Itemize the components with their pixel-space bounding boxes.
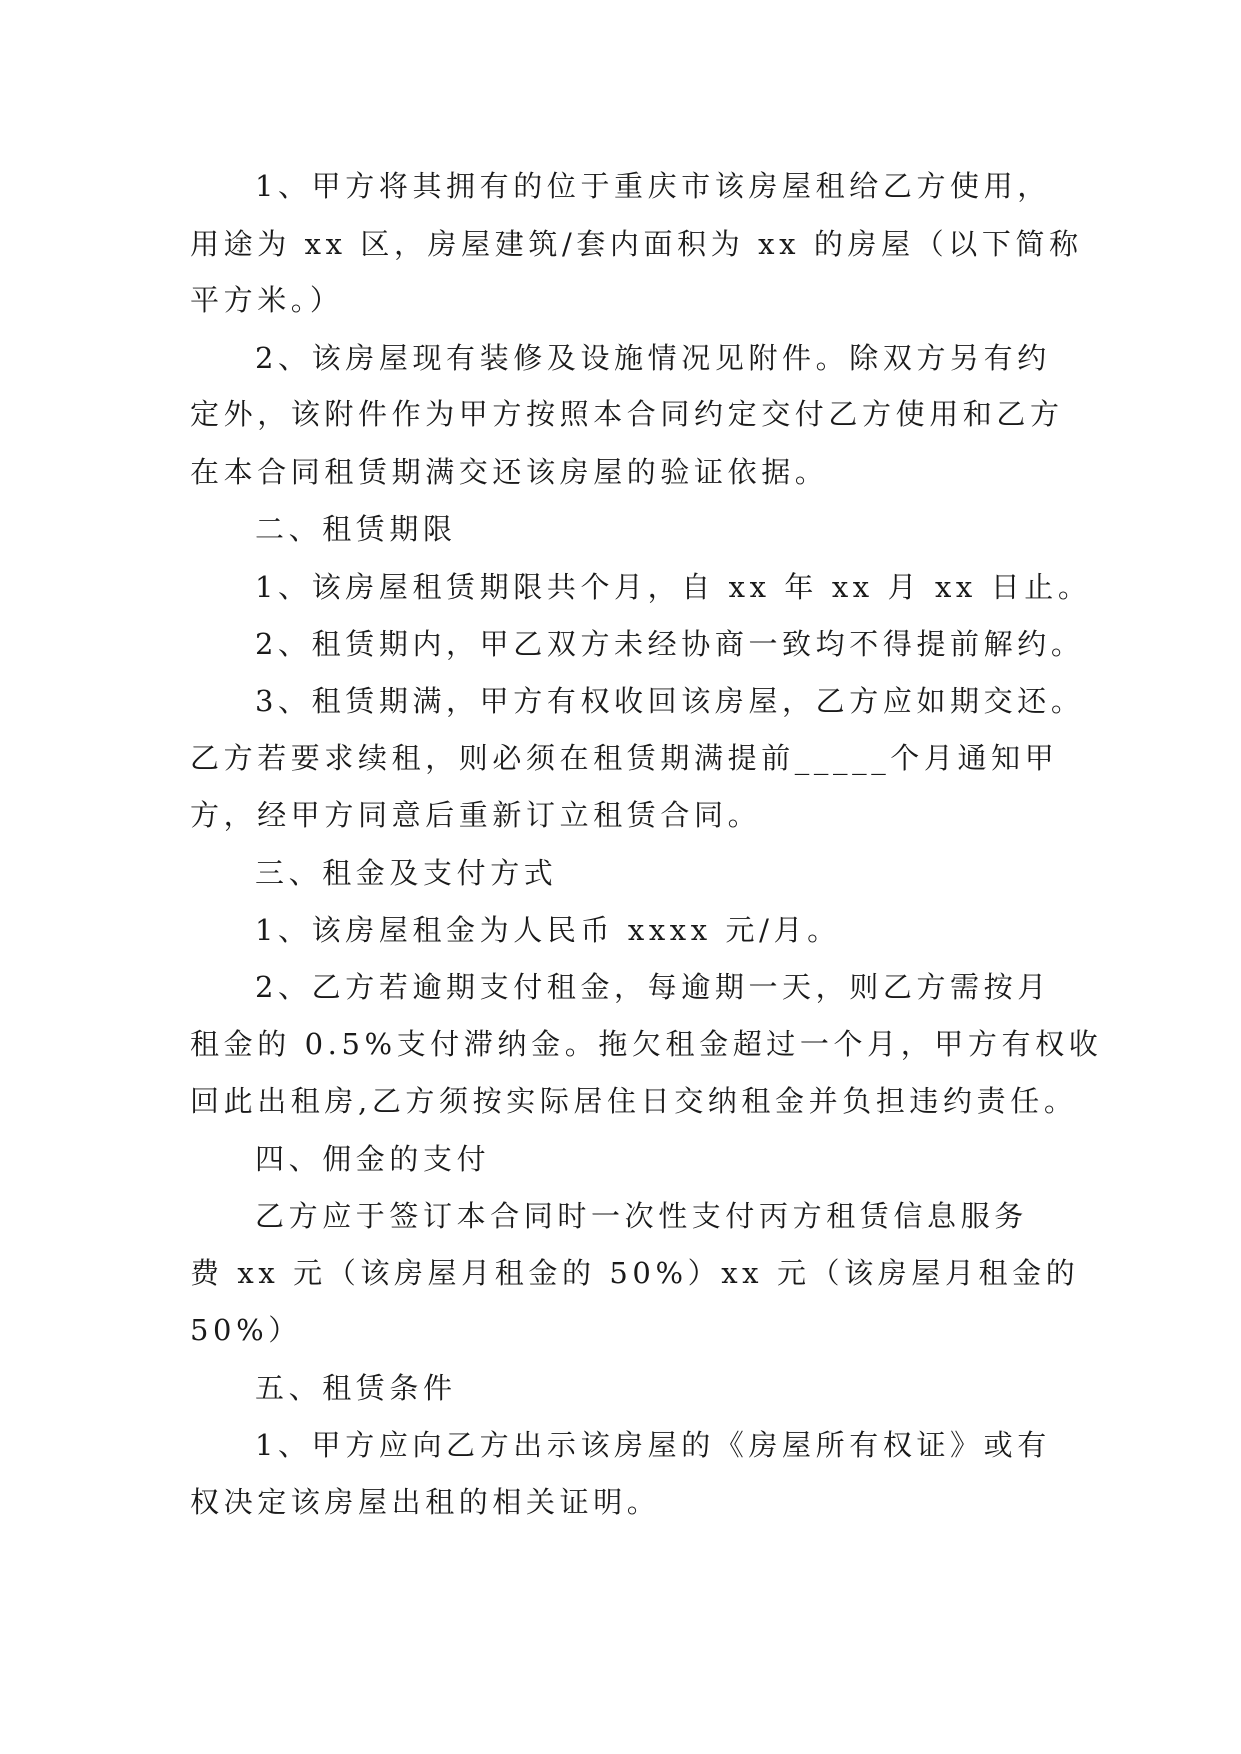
paragraph-line: 平方米。） xyxy=(190,283,344,317)
paragraph-line: 1、该房屋租赁期限共个月，自 xx 年 xx 月 xx 日止。 xyxy=(255,570,1092,604)
paragraph-line: 2、租赁期内，甲乙双方未经协商一致均不得提前解约。 xyxy=(255,627,1085,661)
section-heading: 四、佣金的支付 xyxy=(255,1142,491,1176)
paragraph-line: 1、甲方应向乙方出示该房屋的《房屋所有权证》或有 xyxy=(255,1428,1051,1462)
paragraph-line: 定外，该附件作为甲方按照本合同约定交付乙方使用和乙方 xyxy=(190,397,1064,431)
paragraph-line: 费 xx 元（该房屋月租金的 50%）xx 元（该房屋月租金的 xyxy=(190,1256,1080,1290)
paragraph-line: 1、甲方将其拥有的位于重庆市该房屋租给乙方使用， xyxy=(255,169,1051,203)
paragraph-line: 2、该房屋现有装修及设施情况见附件。除双方另有约 xyxy=(255,341,1051,375)
paragraph-line: 乙方应于签订本合同时一次性支付丙方租赁信息服务 xyxy=(255,1199,1028,1233)
paragraph-line: 1、该房屋租金为人民币 xxxx 元/月。 xyxy=(255,913,841,947)
paragraph-line: 租金的 0.5%支付滞纳金。拖欠租金超过一个月，甲方有权收 xyxy=(190,1027,1103,1061)
paragraph-line: 在本合同租赁期满交还该房屋的验证依据。 xyxy=(190,455,829,489)
section-heading: 二、租赁期限 xyxy=(255,512,457,546)
paragraph-line: 2、乙方若逾期支付租金，每逾期一天，则乙方需按月 xyxy=(255,970,1051,1004)
paragraph-line: 乙方若要求续租，则必须在租赁期满提前_____个月通知甲 xyxy=(190,741,1059,775)
paragraph-line: 3、租赁期满，甲方有权收回该房屋，乙方应如期交还。 xyxy=(255,684,1085,718)
paragraph-line: 50%） xyxy=(190,1313,302,1347)
paragraph-line: 用途为 xx 区，房屋建筑/套内面积为 xx 的房屋（以下简称 xyxy=(190,227,1083,261)
section-heading: 五、租赁条件 xyxy=(255,1371,457,1405)
paragraph-line: 权决定该房屋出租的相关证明。 xyxy=(190,1485,661,1519)
paragraph-line: 回此出租房,乙方须按实际居住日交纳租金并负担违约责任。 xyxy=(190,1084,1078,1118)
paragraph-line: 方，经甲方同意后重新订立租赁合同。 xyxy=(190,798,762,832)
section-heading: 三、租金及支付方式 xyxy=(255,856,558,890)
